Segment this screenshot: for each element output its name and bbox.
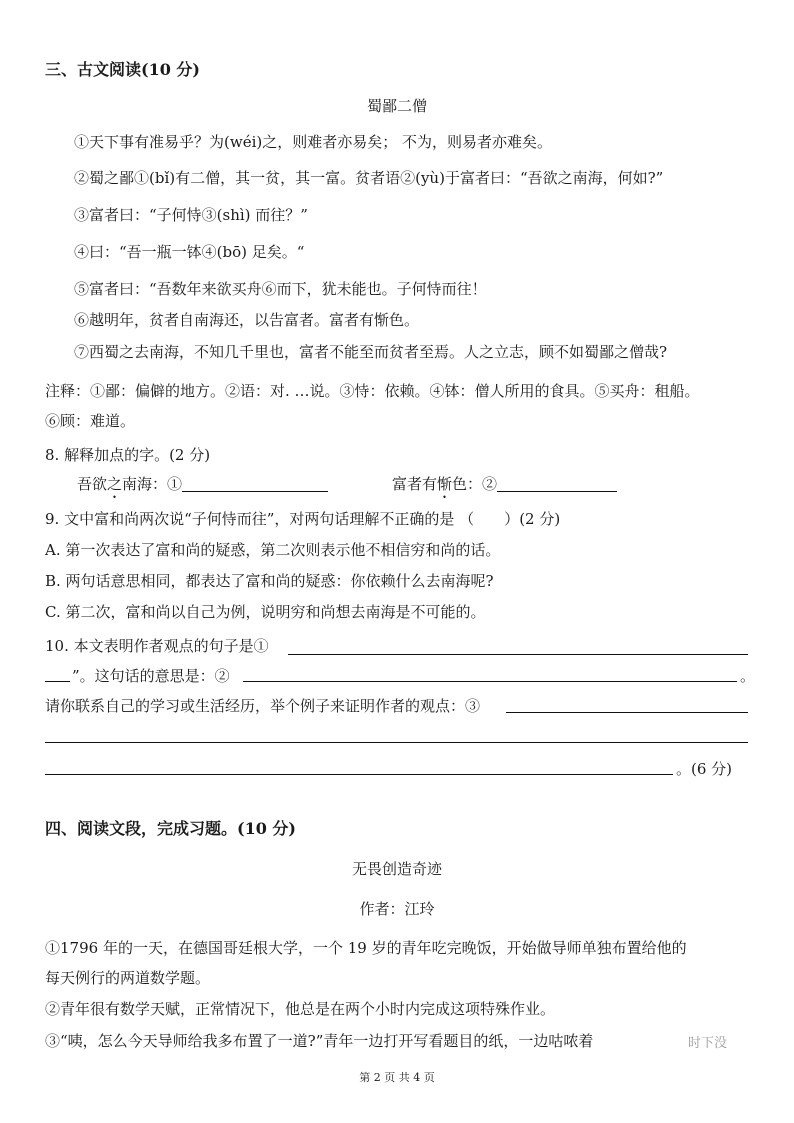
passage-paragraph: ⑦西蜀之去南海，不知几千里也，富者不能至而贫者至焉。人之立志，顾不如蜀鄙之僧哉? <box>74 343 668 361</box>
passage-paragraph: ⑥越明年，贫者自南海还，以告富者。富者有惭色。 <box>74 311 420 329</box>
passage-paragraph: ③“咦，怎么今天导师给我多布置了一道?”青年一边打开写看题目的纸，一边咕哝着 <box>45 1032 594 1050</box>
passage-title: 无畏创造奇迹 <box>351 860 442 878</box>
q8-answer-blank-2[interactable] <box>497 475 617 492</box>
question-8-item-2 <box>392 474 617 494</box>
q8-item1-suffix: 南海：① <box>122 475 183 493</box>
q8-answer-blank-1[interactable] <box>182 475 328 492</box>
q10-answer-line-3[interactable] <box>506 712 748 713</box>
q8-item2-suffix: 色：② <box>452 475 498 493</box>
q8-item2-prefix: 富者有 <box>392 475 438 493</box>
section-heading: 三、古文阅读(10 分) <box>45 60 200 79</box>
q10-answer-line-1[interactable] <box>288 654 748 655</box>
faded-text-fragment: 时下没 <box>688 1036 728 1051</box>
section-heading: 四、阅读文段，完成习题。(10 分) <box>45 819 296 838</box>
q10-answer-line-4[interactable] <box>45 742 748 743</box>
passage-paragraph: ④曰：“吾一瓶一钵④(bō) 足矣。“ <box>74 243 305 261</box>
question-10-line-3: 请你联系自己的学习或生活经历，举个例子来证明作者的观点：③ <box>45 697 481 715</box>
question-9-option-b: B. 两句话意思相同，都表达了富和尚的疑惑：你依赖什么去南海呢? <box>45 572 494 590</box>
page-footer: 第 2 页 共 4 页 <box>359 1071 435 1084</box>
q10-line-2-period: 。 <box>740 667 756 685</box>
question-10-line-1: 10. 本文表明作者观点的句子是① <box>45 637 269 655</box>
passage-paragraph: ③富者曰：“子何恃③(shì) 而往？” <box>74 206 308 224</box>
passage-paragraph: 每天例行的两道数学题。 <box>45 969 211 987</box>
passage-title: 蜀鄙二僧 <box>366 97 427 115</box>
question-9-stem: 9. 文中富和尚两次说“子何恃而往”，对两句话理解不正确的是 （ ）(2 分) <box>45 510 561 528</box>
question-9-option-a: A. 第一次表达了富和尚的疑惑，第二次则表示他不相信穷和尚的话。 <box>45 541 501 559</box>
q10-answer-line-2[interactable] <box>243 681 737 682</box>
q10-score: 。(6 分) <box>676 760 733 778</box>
q8-item1-dotted-char: 之 <box>107 475 123 493</box>
passage-paragraph: ①1796 年的一天，在德国哥廷根大学，一个 19 岁的青年吃完晚饭，开始做导师单独布置给他的 <box>45 939 687 957</box>
annotation-notes: 注释：①鄙：偏僻的地方。②语：对. …说。③恃：依赖。④钵：僧人所用的食具。⑤买舟：租船。 <box>45 382 700 400</box>
passage-author: 作者：江玲 <box>359 900 435 918</box>
annotation-notes: ⑥顾：难道。 <box>45 412 136 430</box>
passage-paragraph: ②蜀之鄙①(bǐ)有二僧，其一贫，其一富。贫者语②(yù)于富者曰：“吾欲之南海，何如?” <box>74 169 664 187</box>
q10-answer-line-1-cont[interactable] <box>45 681 70 682</box>
question-8-stem: 8. 解释加点的字。(2 分) <box>45 446 211 464</box>
question-10-line-2: ”。这句话的意思是：② <box>72 667 230 685</box>
q8-item1-prefix: 吾欲 <box>77 475 108 493</box>
q10-answer-line-5[interactable] <box>45 774 673 775</box>
question-9-option-c: C. 第二次，富和尚以自己为例，说明穷和尚想去南海是不可能的。 <box>45 603 486 621</box>
passage-paragraph: ②青年很有数学天赋，正常情况下，他总是在两个小时内完成这项特殊作业。 <box>45 1000 556 1018</box>
passage-paragraph: ①天下事有准易乎？为(wéi)之，则难者亦易矣； 不为，则易者亦难矣。 <box>74 133 552 151</box>
question-8-item-1 <box>77 474 328 494</box>
q8-item2-dotted-char: 惭 <box>437 475 453 493</box>
passage-paragraph: ⑤富者曰：“吾数年来欲买舟⑥而下，犹未能也。子何恃而往！ <box>74 280 487 298</box>
